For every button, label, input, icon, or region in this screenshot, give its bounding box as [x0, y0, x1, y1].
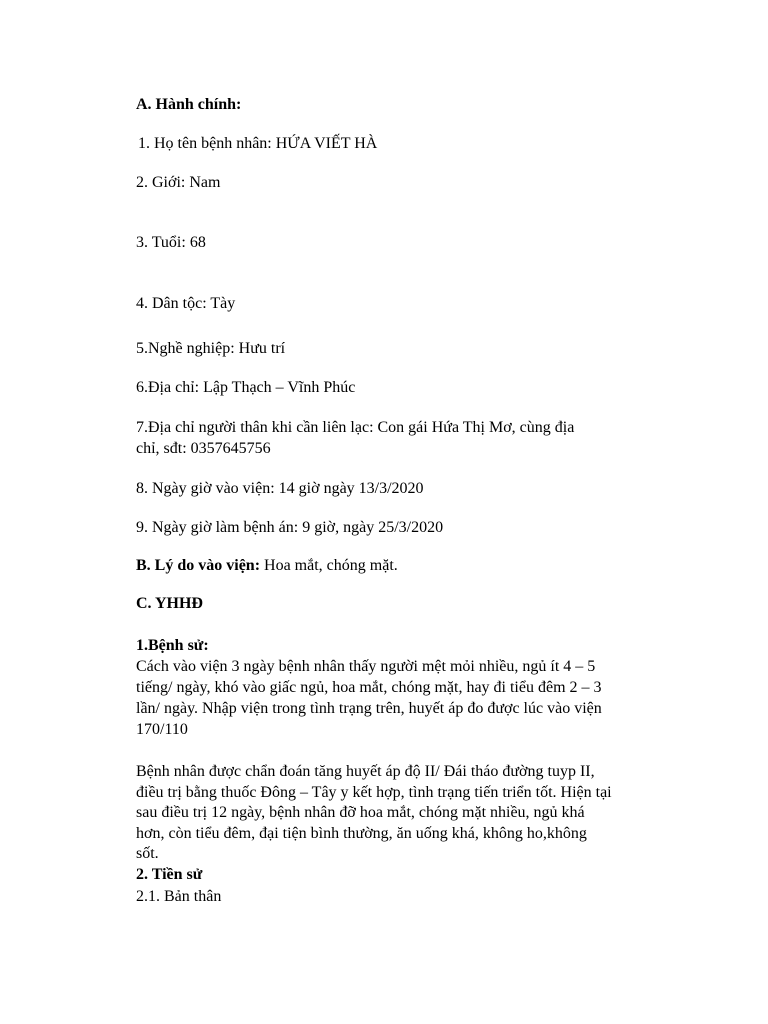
patient-gender: 2. Giới: Nam — [136, 174, 221, 191]
history-p1-line: tiếng/ ngày, khó vào giấc ngủ, hoa mắt, chóng mặt, hay đi tiểu đêm 2 – 3 — [136, 679, 602, 696]
past-history-self: 2.1. Bản thân — [136, 888, 222, 905]
patient-occupation: 5.Nghề nghiệp: Hưu trí — [136, 340, 286, 357]
record-datetime: 9. Ngày giờ làm bệnh án: 9 giờ, ngày 25/3/2020 — [136, 519, 444, 536]
history-p1-line: 170/110 — [136, 721, 188, 738]
contact-line-1: 7.Địa chỉ người thân khi cần liên lạc: Con gái Hứa Thị Mơ, cùng địa — [136, 419, 575, 436]
reason-label: B. Lý do vào viện: — [136, 557, 261, 574]
patient-age: 3. Tuổi: 68 — [136, 234, 206, 251]
reason-for-admission — [136, 556, 398, 576]
reason-text: Hoa mắt, chóng mặt. — [260, 557, 398, 574]
past-history-heading: 2. Tiền sử — [136, 866, 203, 883]
history-p2-line: sau điều trị 12 ngày, bệnh nhân đỡ hoa mắt, chóng mặt nhiều, ngủ khá — [136, 804, 585, 821]
history-p1-line: lần/ ngày. Nhập viện trong tình trạng trên, huyết áp đo được lúc vào viện — [136, 700, 602, 717]
patient-name: 1. Họ tên bệnh nhân: HỨA VIẾT HÀ — [138, 135, 378, 152]
contact-line-2: chỉ, sđt: 0357645756 — [136, 440, 271, 457]
history-p2-line: hơn, còn tiểu đêm, đại tiện bình thường, ăn uống khá, không ho,không — [136, 825, 587, 842]
history-p2-line: điều trị bằng thuốc Đông – Tây y kết hợp, tình trạng tiến triển tốt. Hiện tại — [136, 784, 612, 801]
history-p2-line: Bệnh nhân được chẩn đoán tăng huyết áp độ II/ Đái tháo đường tuyp II, — [136, 763, 595, 780]
history-p2-line: sốt. — [136, 845, 159, 862]
patient-address: 6.Địa chỉ: Lập Thạch – Vĩnh Phúc — [136, 379, 356, 396]
section-a-heading: A. Hành chính: — [136, 96, 242, 113]
section-c-heading: C. YHHĐ — [136, 595, 203, 612]
patient-ethnicity: 4. Dân tộc: Tày — [136, 295, 236, 312]
history-p1-line: Cách vào viện 3 ngày bệnh nhân thấy người mệt mỏi nhiều, ngủ ít 4 – 5 — [136, 658, 596, 675]
admission-datetime: 8. Ngày giờ vào viện: 14 giờ ngày 13/3/2020 — [136, 480, 424, 497]
history-heading: 1.Bệnh sử: — [136, 637, 209, 654]
